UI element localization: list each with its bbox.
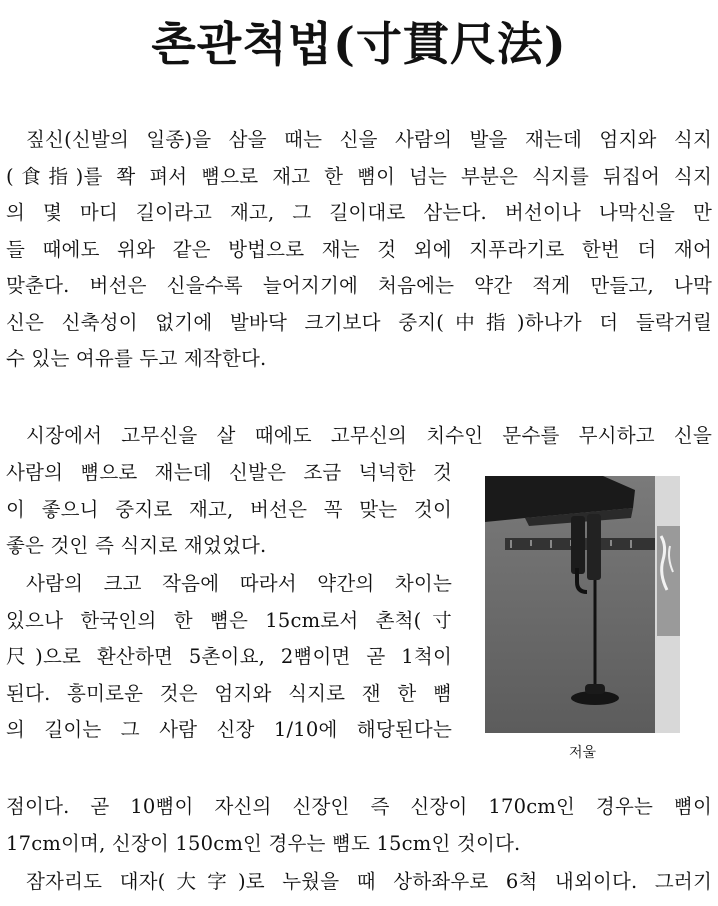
text-line: 된다. 흥미로운 것은 엄지와 식지로 잰 한 뼘 bbox=[6, 681, 452, 705]
text-line: 신은 신축성이 없기에 발바닥 크기보다 중지(中指)하나가 더 들락거릴 bbox=[6, 310, 712, 334]
paragraph-2-narrow bbox=[6, 455, 452, 565]
paragraph-4 bbox=[6, 864, 712, 901]
text-line: 수 있는 여유를 두고 제작한다. bbox=[6, 347, 267, 370]
paragraph-1 bbox=[6, 122, 712, 378]
text-line: 잠자리도 대자(大字)로 누웠을 때 상하좌우로 6척 내외이다. 그러기 bbox=[26, 870, 712, 893]
text-line: 있으나 한국인의 한 뼘은 15cm로서 촌척(寸 bbox=[6, 608, 452, 632]
text-line: 맞춘다. 버선은 신을수록 늘어지기에 처음에는 약간 적게 만들고, 나막 bbox=[6, 274, 712, 297]
text-line: 사람의 크고 작음에 따라서 약간의 차이는 bbox=[26, 572, 452, 595]
text-line: 尺)으로 환산하면 5촌이요, 2뼘이면 곧 1척이 bbox=[6, 645, 452, 668]
photo-caption: 저울 bbox=[568, 745, 597, 761]
paragraph-3-wide bbox=[6, 789, 712, 862]
paragraph-3-narrow bbox=[6, 566, 452, 749]
text-line: 좋은 것인 즉 식지로 재었었다. bbox=[6, 534, 267, 557]
text-line: 의 몇 마디 길이라고 재고, 그 길이대로 삼는다. 버선이나 나막신을 만 bbox=[6, 201, 712, 224]
scale-illustration bbox=[485, 476, 680, 733]
text-line: 점이다. 곧 10뼘이 자신의 신장인 즉 신장이 170cm인 경우는 뼘이 bbox=[6, 795, 712, 818]
text-line: 사람의 뼘으로 재는데 신발은 조금 넉넉한 것 bbox=[6, 461, 452, 484]
text-line: 17cm이며, 신장이 150cm인 경우는 뼘도 15cm인 것이다. bbox=[6, 831, 521, 855]
page-title: 촌관척법(寸貫尺法) bbox=[151, 17, 567, 71]
text-line: 의 길이는 그 사람 신장 1/10에 해당된다는 bbox=[6, 718, 452, 741]
paragraph-2-wide bbox=[6, 418, 712, 455]
text-line: 짚신(신발의 일종)을 삼을 때는 신을 사람의 발을 재는데 엄지와 식지 bbox=[26, 128, 712, 151]
scale-photo bbox=[485, 476, 680, 733]
text-line: 시장에서 고무신을 살 때에도 고무신의 치수인 문수를 무시하고 신을 bbox=[26, 424, 712, 447]
text-line: (食指)를 쫙 펴서 뼘으로 재고 한 뼘이 넘는 부분은 식지를 뒤집어 식지 bbox=[6, 164, 712, 188]
text-line: 이 좋으니 중지로 재고, 버선은 꼭 맞는 것이 bbox=[6, 497, 452, 521]
text-line: 들 때에도 위와 같은 방법으로 재는 것 외에 지푸라기로 한번 더 재어 bbox=[6, 237, 712, 261]
